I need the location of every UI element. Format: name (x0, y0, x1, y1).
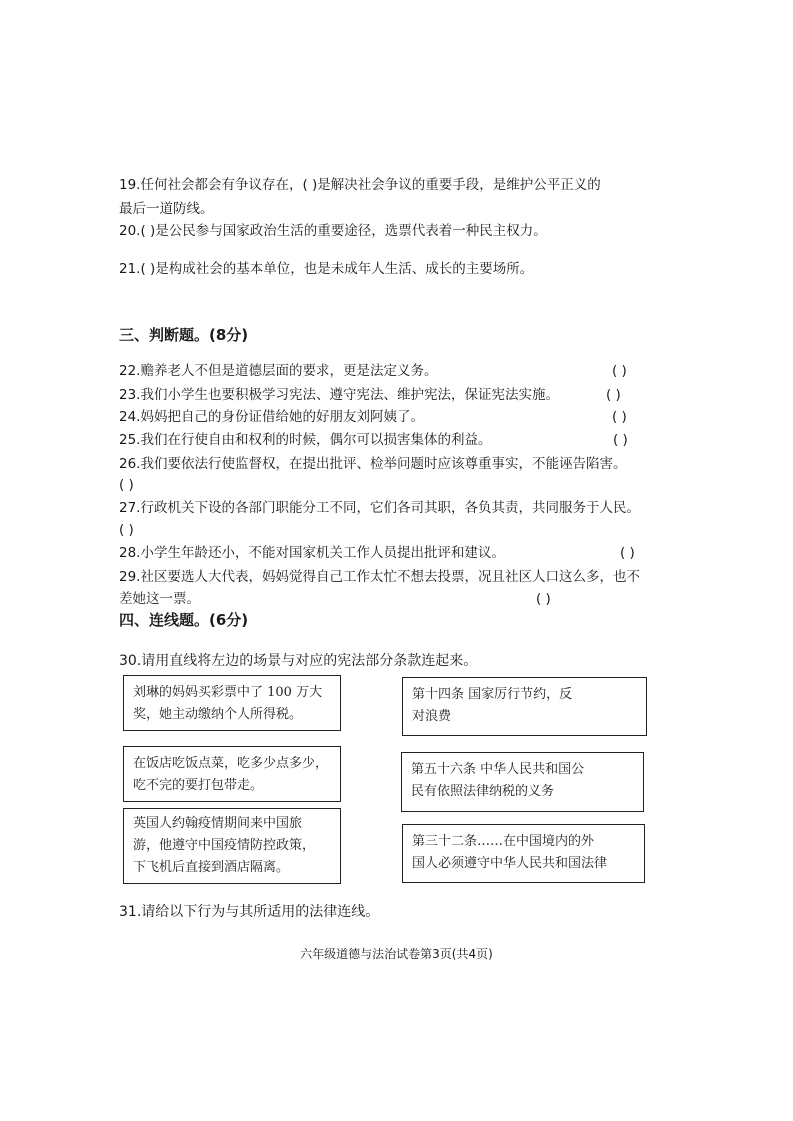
scene-box-3-line1: 英国人约翰疫情期间来中国旅 (133, 816, 303, 831)
question-21: 21.( )是构成社会的基本单位，也是未成年人生活、成长的主要场所。 (119, 261, 534, 277)
question-29-line1: 29.社区要选人大代表，妈妈觉得自己工作太忙不想去投票，况且社区人口这么多，也不 (119, 569, 640, 585)
scene-box-2-line2: 吃不完的要打包带走。 (133, 778, 264, 793)
answer-bracket-26[interactable]: ( ) (119, 477, 134, 493)
scene-box-3-line2: 游，他遵守中国疫情防控政策， (133, 838, 316, 853)
question-25: 25.我们在行使自由和权利的时候，偶尔可以损害集体的利益。 (119, 432, 492, 448)
question-28: 28.小学生年龄还小，不能对国家机关工作人员提出批评和建议。 (119, 545, 505, 561)
answer-bracket-22[interactable]: ( ) (612, 363, 627, 379)
article-box-14[interactable] (402, 677, 647, 736)
question-29-line2: 差她这一票。 (119, 591, 200, 607)
answer-bracket-23[interactable]: ( ) (606, 387, 621, 403)
question-19-line1: 19.任何社会都会有争议存在，( )是解决社会争议的重要手段，是维护公平正义的 (119, 177, 601, 193)
scene-box-3[interactable] (123, 808, 341, 884)
article-box-14-line2: 对浪费 (412, 709, 452, 724)
section-4-heading: 四、连线题。(6分) (119, 611, 249, 629)
question-26: 26.我们要依法行使监督权，在提出批评、检举问题时应该尊重事实，不能诬告陷害。 (119, 456, 627, 472)
scene-box-2-line1: 在饭店吃饭点菜，吃多少点多少， (133, 756, 329, 771)
article-box-56-line1: 第五十六条 中华人民共和国公 (411, 762, 585, 777)
scene-box-1-line1: 刘琳的妈妈买彩票中了 100 万大 (133, 685, 323, 700)
question-23: 23.我们小学生也要积极学习宪法、遵守宪法、维护宪法，保证宪法实施。 (119, 387, 559, 403)
answer-bracket-27[interactable]: ( ) (119, 522, 134, 538)
section-3-heading: 三、判断题。(8分) (119, 326, 249, 344)
question-20: 20.( )是公民参与国家政治生活的重要途径，选票代表着一种民主权力。 (119, 223, 547, 239)
answer-bracket-24[interactable]: ( ) (612, 409, 627, 425)
question-31: 31.请给以下行为与其所适用的法律连线。 (119, 904, 380, 920)
answer-bracket-29[interactable]: ( ) (536, 591, 551, 607)
question-27: 27.行政机关下设的各部门职能分工不同，它们各司其职，各负其责，共同服务于人民。 (119, 500, 640, 516)
scene-box-2[interactable] (123, 746, 341, 802)
article-box-14-line1: 第十四条 国家厉行节约，反 (412, 687, 573, 702)
question-30: 30.请用直线将左边的场景与对应的宪法部分条款连起来。 (119, 653, 478, 669)
article-box-56[interactable] (401, 752, 644, 812)
scene-box-1-line2: 奖，她主动缴纳个人所得税。 (133, 707, 303, 722)
article-box-32-line2: 国人必须遵守中华人民共和国法律 (412, 856, 608, 871)
scene-box-1[interactable] (123, 675, 341, 731)
question-19-line2: 最后一道防线。 (119, 201, 214, 217)
article-box-32-line1: 第三十二条……在中国境内的外 (412, 834, 595, 849)
answer-bracket-25[interactable]: ( ) (613, 432, 628, 448)
question-24: 24.妈妈把自己的身份证借给她的好朋友刘阿姨了。 (119, 409, 424, 425)
question-22: 22.赡养老人不但是道德层面的要求，更是法定义务。 (119, 363, 438, 379)
answer-bracket-28[interactable]: ( ) (620, 545, 635, 561)
page-footer: 六年级道德与法治试卷第3页(共4页) (300, 947, 493, 961)
article-box-32[interactable] (402, 824, 645, 883)
article-box-56-line2: 民有依照法律纳税的义务 (411, 784, 555, 799)
scene-box-3-line3: 下飞机后直接到酒店隔离。 (133, 860, 290, 875)
